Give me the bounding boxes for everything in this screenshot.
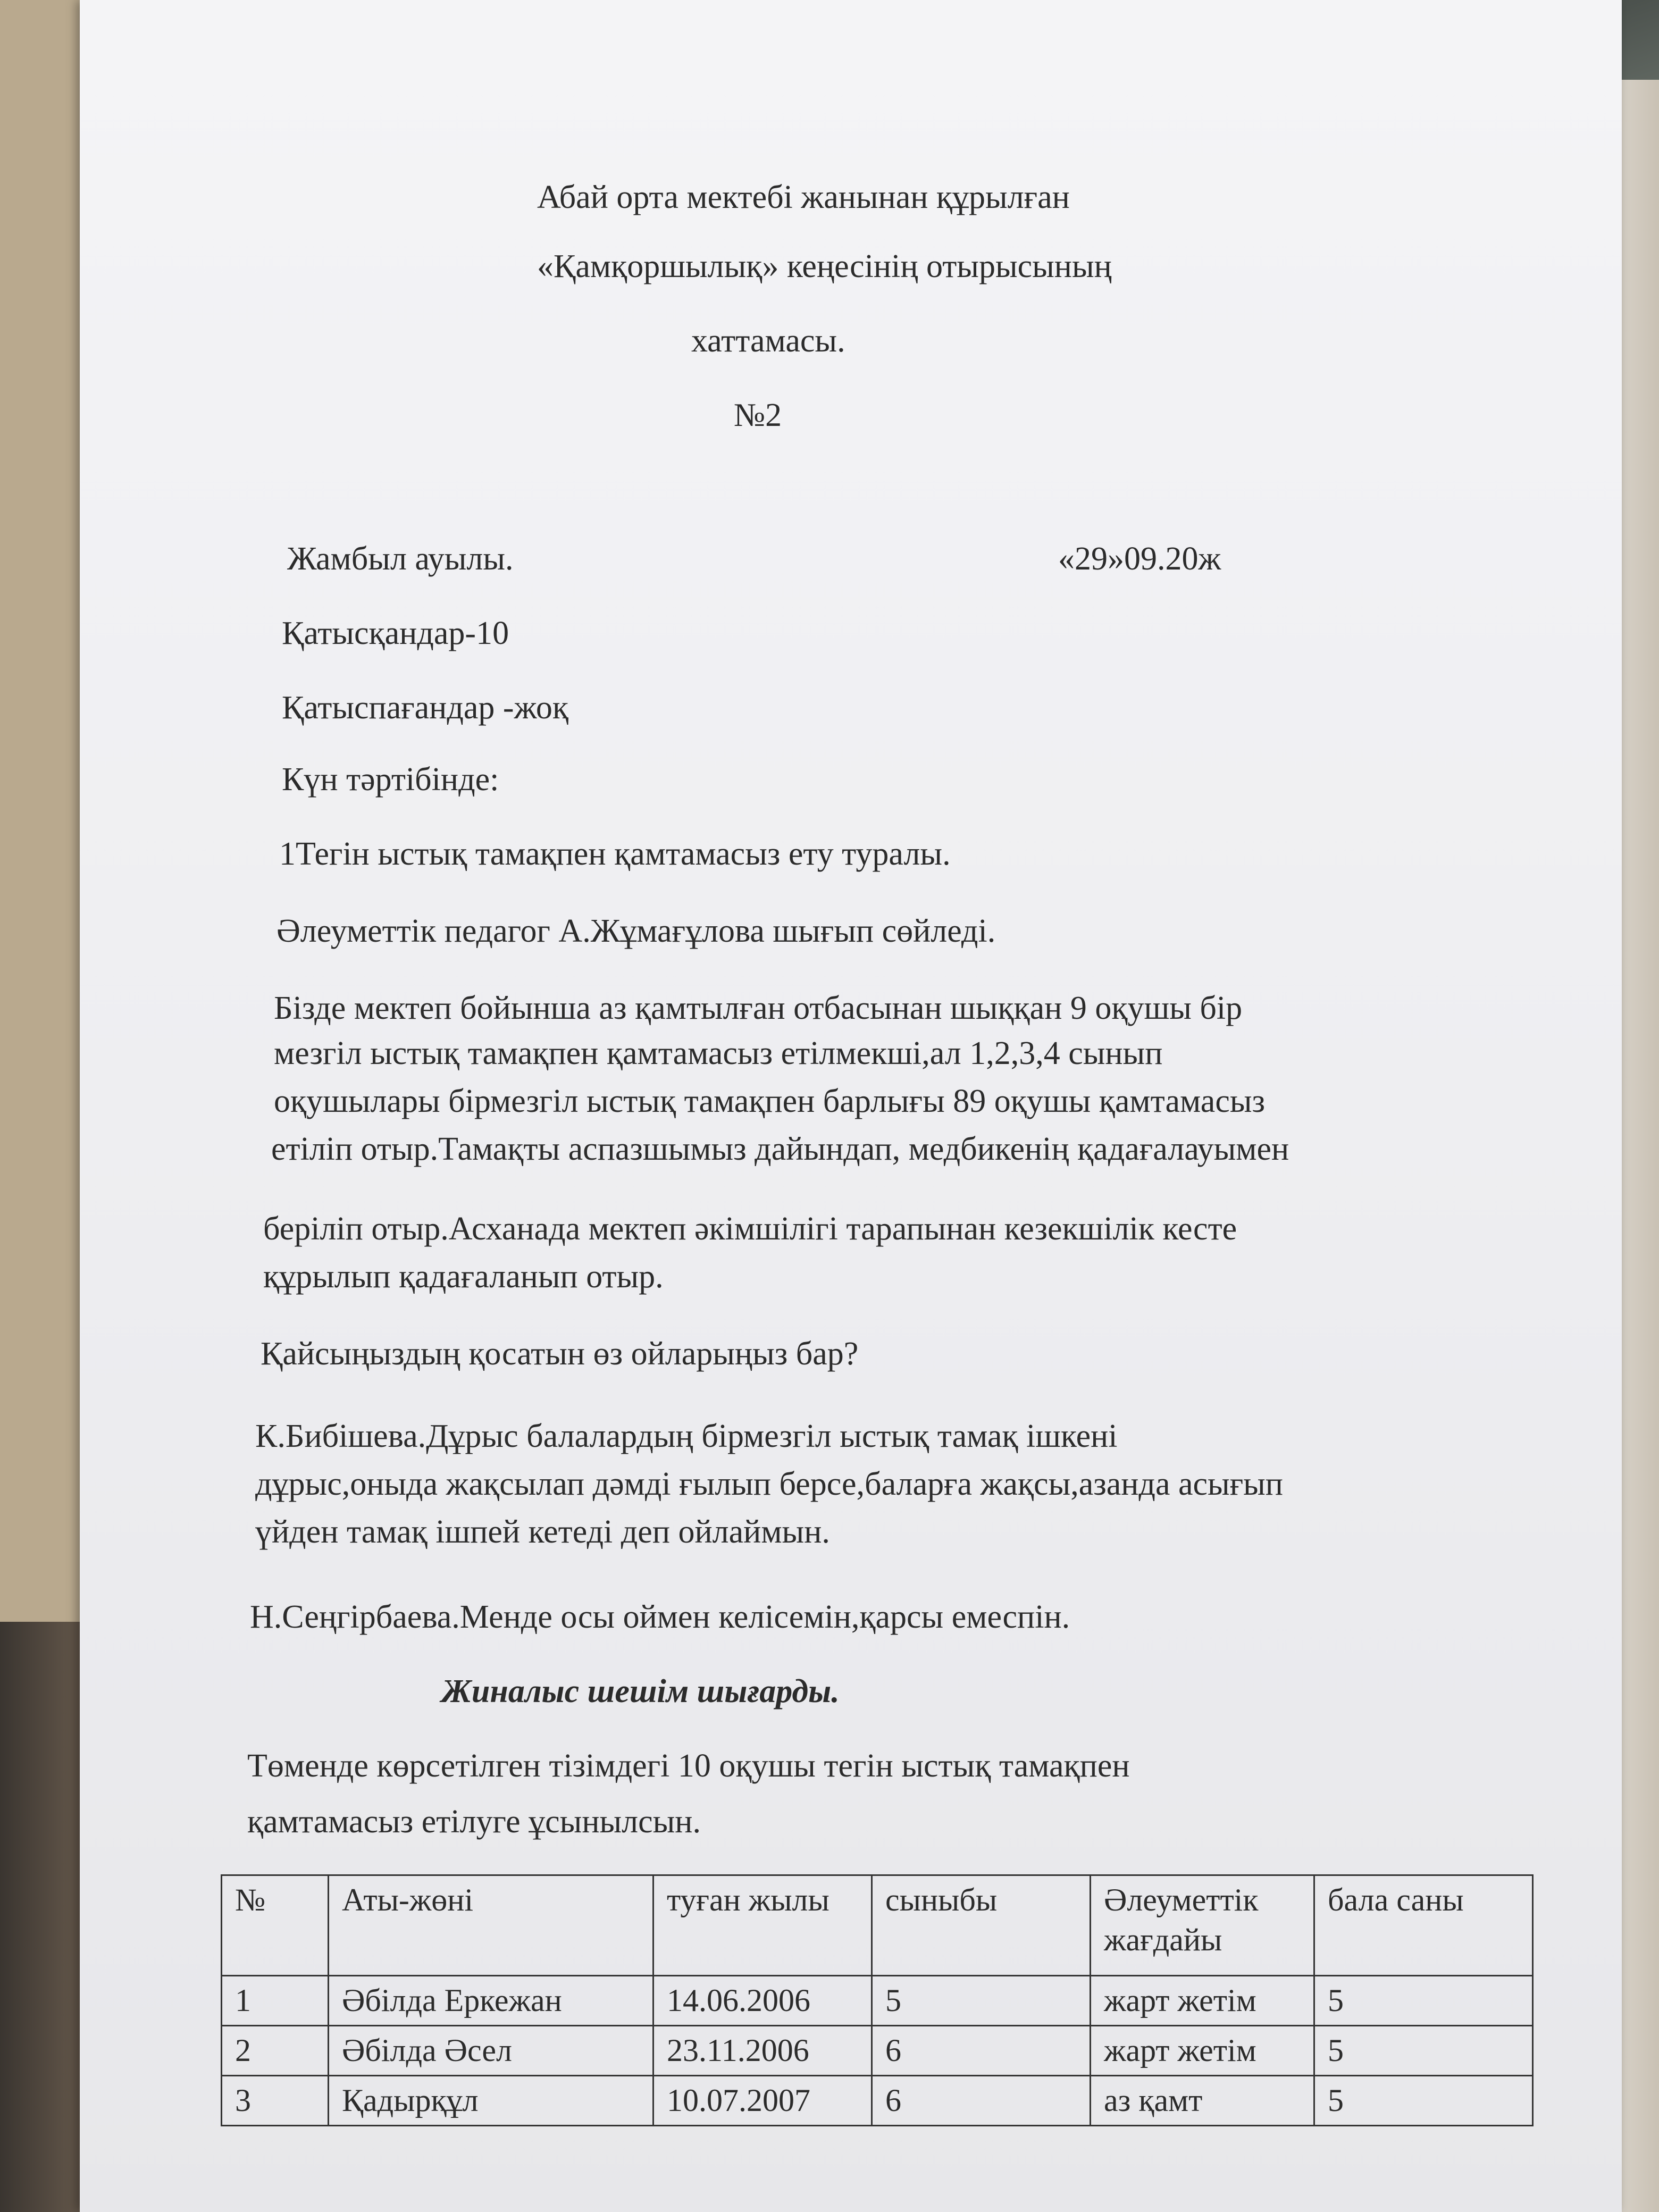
paragraph-2-line-1: беріліп отыр.Асханада мектеп әкімшілігі тарапынан кезекшілік кесте [263, 1211, 1237, 1247]
date: «29»09.20ж [1058, 541, 1221, 577]
table-cell: 5 [872, 1976, 1091, 2026]
desk-edge [1616, 0, 1659, 2212]
header-line-1: Абай орта мектебі жанынан құрылған [537, 179, 1070, 215]
table-row [222, 2076, 1533, 2126]
paragraph-1-line-2: мезгіл ыстық тамақпен қамтамасыз етілмекші,ал 1,2,3,4 сынып [274, 1035, 1163, 1071]
table-header-cell: Әлеуметтік жағдайы [1091, 1875, 1314, 1976]
table-cell: 23.11.2006 [653, 2026, 872, 2076]
table-header-cell: туған жылы [653, 1875, 872, 1976]
agenda-item: 1Тегін ыстық тамақпен қамтамасыз ету туралы. [279, 836, 951, 872]
place: Жамбыл ауылы. [287, 541, 514, 577]
paragraph-2-line-2: құрылып қадағаланып отыр. [263, 1259, 664, 1295]
table-header-cell: Аты-жөні [329, 1875, 653, 1976]
table-cell: Қадырқұл [329, 2076, 653, 2126]
table-cell: 5 [1314, 2076, 1533, 2126]
table-row [222, 1976, 1533, 2026]
table-header-cell: сыныбы [872, 1875, 1091, 1976]
table-cell: жарт жетім [1091, 2026, 1314, 2076]
table-cell: 10.07.2007 [653, 2076, 872, 2126]
absent-count: Қатыспағандар -жоқ [282, 690, 568, 726]
present-count: Қатысқандар-10 [282, 615, 509, 651]
table-cell: жарт жетім [1091, 1976, 1314, 2026]
paragraph-3-line-2: дұрыс,оныда жақсылап дәмді ғылып берсе,баларға жақсы,азанда асығып [255, 1466, 1283, 1502]
table-cell: 5 [1314, 1976, 1533, 2026]
paragraph-5-line-2: қамтамасыз етілуге ұсынылсын. [247, 1804, 701, 1840]
header-line-2: «Қамқоршылық» кеңесінің отырысының [537, 248, 1112, 284]
students-table [221, 1874, 1534, 2126]
table-cell: Әбілда Еркежан [329, 1976, 653, 2026]
table-row [222, 2026, 1533, 2076]
paragraph-4: Н.Сеңгірбаева.Менде осы оймен келісемін,қарсы емеспін. [250, 1599, 1070, 1635]
table-cell: 1 [222, 1976, 329, 2026]
paragraph-5-line-1: Төменде көрсетілген тізімдегі 10 оқушы тегін ыстық тамақпен [247, 1748, 1130, 1784]
table-cell: 6 [872, 2076, 1091, 2126]
table-cell: 14.06.2006 [653, 1976, 872, 2026]
table-header-cell: № [222, 1875, 329, 1976]
agenda-title: Күн тәртібінде: [282, 761, 499, 798]
table-cell: 2 [222, 2026, 329, 2076]
paragraph-1-line-3: оқушылары бірмезгіл ыстық тамақпен барлығы 89 оқушы қамтамасыз [274, 1083, 1265, 1119]
table-header-cell: бала саны [1314, 1875, 1533, 1976]
table-header-row [222, 1875, 1533, 1976]
header-line-3: хаттамасы. [691, 323, 845, 359]
speaker-line: Әлеуметтік педагог А.Жұмағұлова шығып сөйледі. [276, 913, 996, 949]
table-cell: Әбілда Әсел [329, 2026, 653, 2076]
table-cell: 3 [222, 2076, 329, 2126]
table-cell: 5 [1314, 2026, 1533, 2076]
protocol-number: №2 [734, 397, 782, 433]
paragraph-3-line-1: К.Бибішева.Дұрыс балалардың бірмезгіл ыстық тамақ ішкені [255, 1418, 1118, 1454]
paragraph-1-line-1: Бізде мектеп бойынша аз қамтылған отбасынан шыққан 9 оқушы бір [274, 990, 1243, 1026]
table-cell: 6 [872, 2026, 1091, 2076]
question-line: Қайсыңыздың қосатын өз ойларыңыз бар? [261, 1336, 859, 1372]
table-cell: аз қамт [1091, 2076, 1314, 2126]
paragraph-3-line-3: үйден тамақ ішпей кетеді деп ойлаймын. [255, 1514, 830, 1550]
decision-heading: Жиналыс шешім шығарды. [441, 1673, 840, 1710]
paragraph-1-line-4: етіліп отыр.Тамақты аспазшымыз дайындап, медбикенің қадағалауымен [271, 1131, 1289, 1167]
